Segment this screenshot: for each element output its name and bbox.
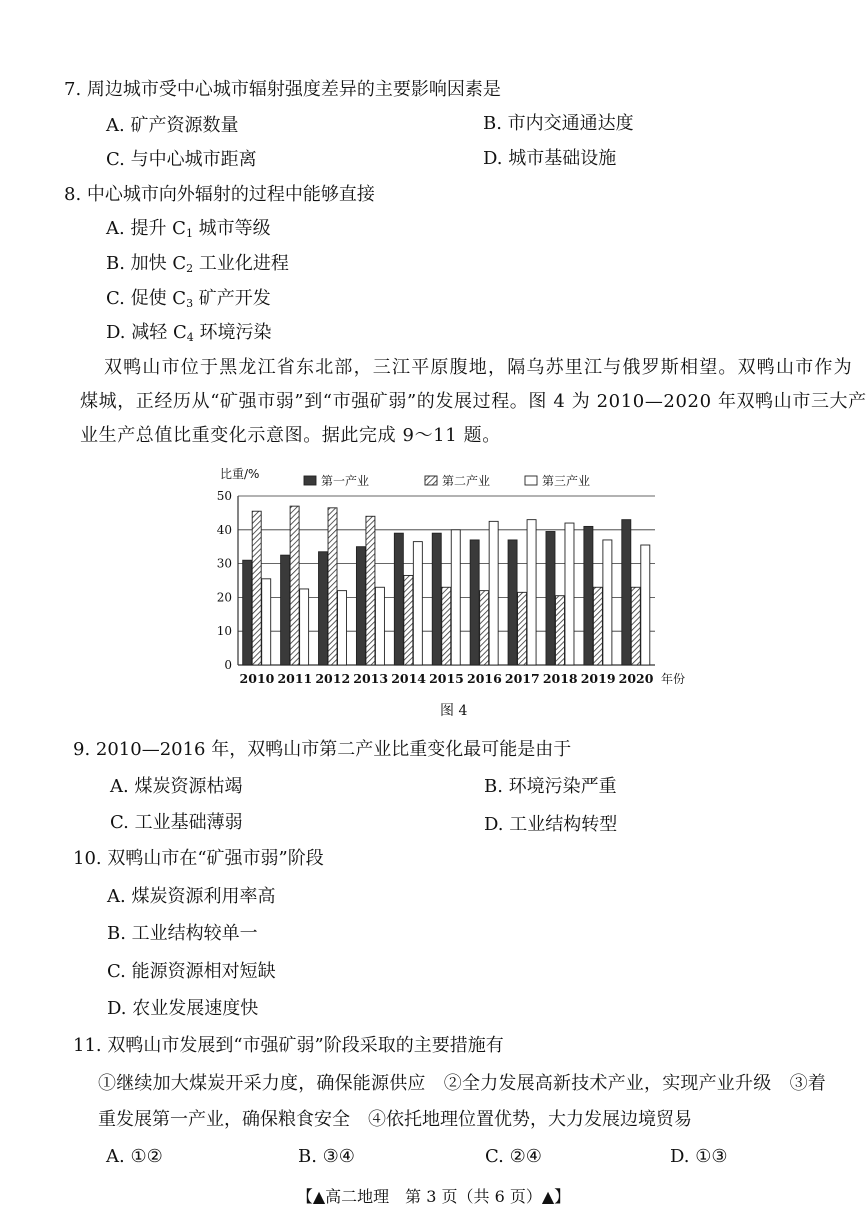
bar: [565, 523, 574, 665]
x-tick-label: 2010: [239, 671, 275, 686]
q10-option-d: D. 农业发展速度快: [107, 998, 259, 1019]
x-tick-label: 2020: [618, 671, 654, 686]
q7-option-d: D. 城市基础设施: [483, 148, 617, 169]
q11-statements-line-1: ①继续加大煤炭开采力度，确保能源供应 ②全力发展高新技术产业，实现产业升级 ③着: [98, 1073, 826, 1094]
q10-option-c: C. 能源资源相对短缺: [107, 961, 276, 982]
q8-option-d: D. 减轻 $C_4$ 环境污染: [106, 322, 272, 344]
x-tick-label: 2011: [277, 671, 313, 686]
x-tick-label: 2019: [580, 671, 616, 686]
y-tick-label: 20: [216, 590, 232, 605]
bar: [375, 587, 384, 665]
bar: [328, 508, 337, 665]
y-tick-label: 40: [216, 522, 232, 537]
y-tick-label: 50: [216, 489, 232, 503]
bar: [641, 545, 650, 665]
q10-stem: 10. 双鸭山市在“矿强市弱”阶段: [73, 848, 324, 869]
q11-stem: 11. 双鸭山市发展到“市强矿弱”阶段采取的主要措施有: [73, 1035, 504, 1056]
bar: [442, 587, 451, 665]
page-footer: 【▲高二地理 第 3 页（共 6 页）▲】: [296, 1187, 571, 1206]
q11-option-a: A. ①②: [106, 1146, 163, 1167]
q11-option-b: B. ③④: [298, 1146, 355, 1167]
bar: [319, 552, 328, 665]
legend-swatch: [425, 476, 437, 485]
q8-option-a: A. 提升 $C_1$ 城市等级: [106, 218, 271, 240]
legend-swatch: [525, 476, 537, 485]
bar: [451, 530, 460, 665]
figure-caption: 图 4: [440, 703, 468, 719]
x-tick-label: 2018: [542, 671, 578, 686]
bar: [404, 575, 413, 665]
q9-option-a: A. 煤炭资源枯竭: [110, 776, 243, 797]
q10-option-b: B. 工业结构较单一: [107, 923, 258, 944]
x-tick-label: 2012: [315, 671, 351, 686]
bar: [603, 540, 612, 665]
passage-line-2: 煤城，正经历从“矿强市弱”到“市强矿弱”的发展过程。图 4 为 2010—2020 年双鸭山市三大产: [80, 391, 867, 412]
q7-option-b: B. 市内交通通达度: [483, 113, 634, 134]
bar: [366, 516, 375, 665]
bar: [593, 587, 602, 665]
bar: [413, 542, 422, 665]
q11-statements-line-2: 重发展第一产业，确保粮食安全 ④依托地理位置优势，大力发展边境贸易: [98, 1109, 692, 1130]
bar: [300, 589, 309, 665]
bar: [338, 591, 347, 665]
q9-option-d: D. 工业结构转型: [484, 814, 618, 835]
bar: [356, 547, 365, 665]
q9-option-b: B. 环境污染严重: [484, 776, 617, 797]
bar: [432, 533, 441, 665]
bar: [622, 520, 631, 665]
x-tick-label: 2016: [467, 671, 502, 686]
bar: [518, 592, 527, 665]
bar: [470, 540, 479, 665]
bar: [394, 533, 403, 665]
q8-option-b: B. 加快 $C_2$ 工业化进程: [106, 253, 289, 275]
passage-line-1: 双鸭山市位于黑龙江省东北部，三江平原腹地，隔乌苏里江与俄罗斯相望。双鸭山市作为: [104, 357, 853, 378]
bar: [631, 587, 640, 665]
q9-stem: 9. 2010—2016 年，双鸭山市第二产业比重变化最可能是由于: [73, 739, 572, 760]
q11-option-d: D. ①③: [670, 1146, 728, 1167]
q9-option-c: C. 工业基础薄弱: [110, 812, 243, 833]
bar: [489, 521, 498, 665]
q7-option-a: A. 矿产资源数量: [106, 115, 239, 136]
bar: [281, 555, 290, 665]
bar: [262, 579, 271, 665]
q11-option-c: C. ②④: [485, 1146, 542, 1167]
bar: [252, 511, 261, 665]
q7-option-c: C. 与中心城市距离: [106, 149, 257, 170]
y-tick-label: 30: [216, 556, 232, 571]
y-tick-label: 10: [216, 624, 232, 639]
q7-stem: 7. 周边城市受中心城市辐射强度差异的主要影响因素是: [64, 79, 501, 100]
y-tick-label: 0: [224, 658, 232, 672]
x-tick-label: 2014: [391, 671, 426, 686]
bar: [527, 520, 536, 665]
bar: [480, 591, 489, 665]
legend-label: 第一产业: [321, 474, 370, 488]
bar: [290, 506, 299, 665]
bar: [508, 540, 517, 665]
bar: [584, 526, 593, 665]
legend-swatch: [304, 476, 316, 485]
x-tick-label: 2017: [504, 671, 540, 686]
passage-line-3: 业生产总值比重变化示意图。据此完成 9～11 题。: [80, 425, 501, 446]
y-axis-title: 比重/%: [220, 467, 260, 481]
q10-option-a: A. 煤炭资源利用率高: [107, 886, 276, 907]
x-axis-title: 年份: [661, 672, 686, 686]
legend-label: 第三产业: [542, 474, 591, 488]
bar: [243, 560, 252, 665]
x-tick-label: 2015: [429, 671, 464, 686]
bar: [555, 596, 564, 665]
legend-label: 第二产业: [442, 474, 491, 488]
q8-stem: 8. 中心城市向外辐射的过程中能够直接: [64, 184, 375, 205]
bar: [546, 531, 555, 665]
x-tick-label: 2013: [353, 671, 389, 686]
q8-option-c: C. 促使 $C_3$ 矿产开发: [106, 288, 271, 310]
industry-share-chart: [200, 462, 686, 694]
